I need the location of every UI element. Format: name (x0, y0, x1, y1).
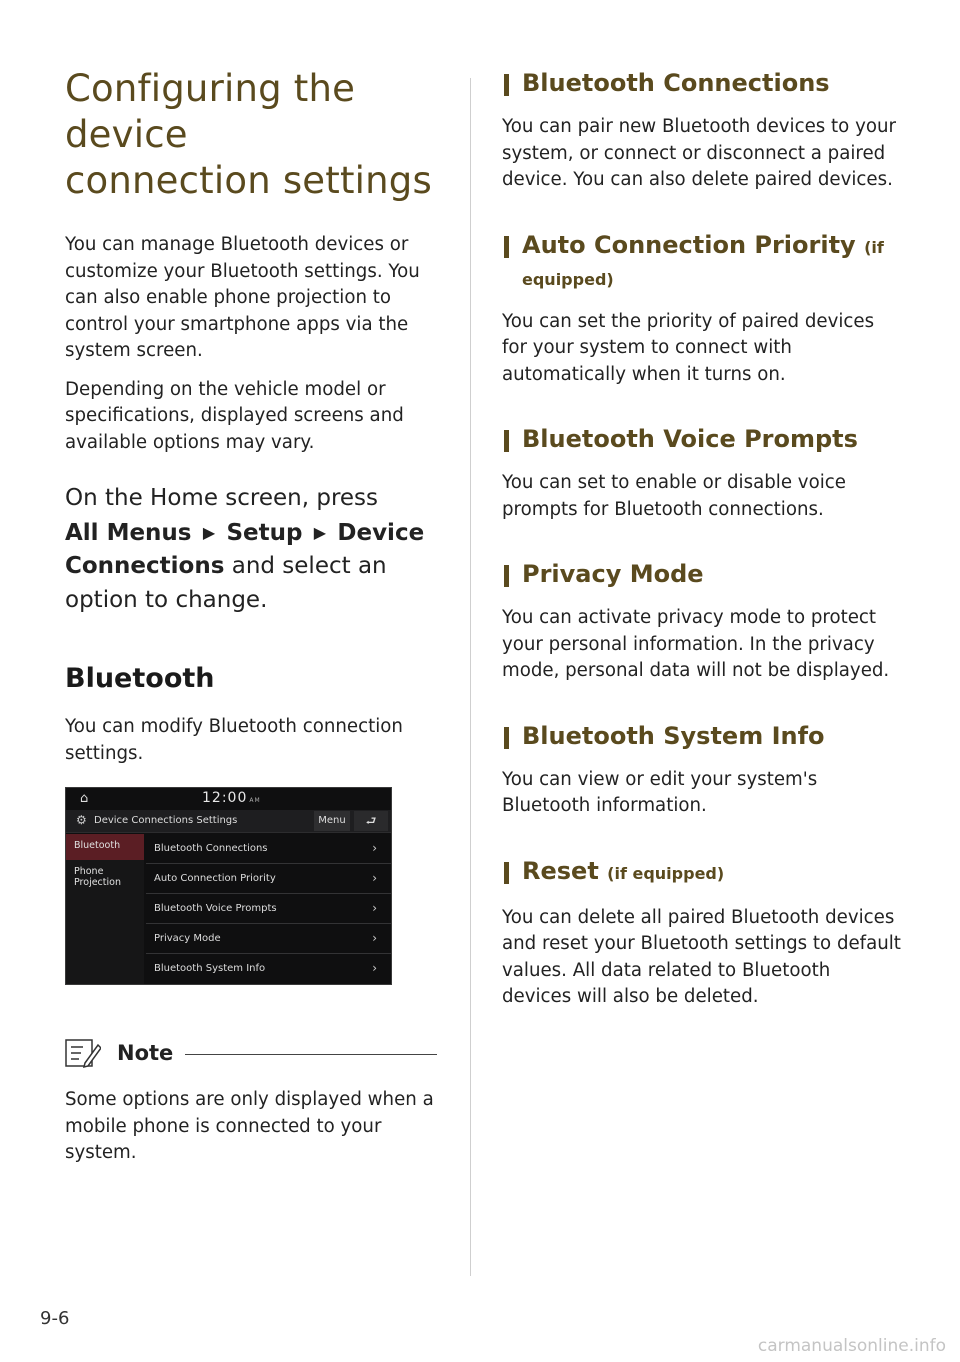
section-marker (504, 862, 509, 884)
section-marker (504, 74, 509, 96)
gear-icon: ⚙ (76, 813, 87, 827)
note-divider (185, 1054, 437, 1055)
bluetooth-heading: Bluetooth (65, 663, 215, 694)
section-marker (504, 727, 509, 749)
section-text: You can set the priority of paired devices for your system to connect with automatically when it turns on. (502, 310, 875, 385)
section-marker (504, 565, 509, 587)
list-item[interactable]: Bluetooth Connections › (146, 834, 391, 864)
section-bluetooth-connections (502, 66, 902, 194)
note-label: Note (117, 1041, 174, 1065)
section-marker (504, 430, 509, 452)
chevron-right-icon: › (372, 841, 377, 855)
section-text: You can view or edit your system's Bluetooth information. (502, 768, 818, 816)
section-title: Bluetooth System Info (522, 721, 825, 750)
sidebar-item-phone-projection[interactable]: Phone Projection (74, 866, 121, 888)
section-bluetooth-system-info (502, 719, 902, 820)
section-title: Bluetooth Connections (522, 69, 830, 97)
screenshot-title-bar (66, 810, 391, 833)
list-item[interactable]: Bluetooth System Info › (146, 954, 391, 983)
arrow-right-icon: ▶ (313, 522, 327, 542)
section-text: You can set to enable or disable voice prompts for Bluetooth connections. (502, 472, 846, 520)
list-item[interactable]: Privacy Mode › (146, 924, 391, 954)
screenshot-sidebar (66, 834, 144, 984)
variance-paragraph: Depending on the vehicle model or specifications, displayed screens and available options may vary. (65, 378, 404, 453)
settings-screenshot (65, 787, 392, 985)
section-qualifier: (if equipped) (607, 863, 725, 883)
section-title: Privacy Mode (522, 560, 704, 588)
chevron-right-icon: › (372, 931, 377, 945)
left-column (65, 66, 445, 1179)
section-bluetooth-voice-prompts (502, 422, 902, 523)
arrow-right-icon: ▶ (202, 522, 216, 542)
section-privacy-mode (502, 557, 902, 685)
section-marker (504, 236, 509, 258)
section-title: Auto Connection Priority (522, 230, 856, 259)
page-number: 9-6 (40, 1308, 70, 1329)
screenshot-status-bar (66, 788, 391, 810)
section-text: You can delete all paired Bluetooth devices and reset your Bluetooth settings to default values. All data related to Bluetooth devices will also be deleted. (502, 906, 901, 1007)
navigation-instruction: On the Home screen, press All Menus ▶ Setup ▶ Device Connections and select an option to change. (65, 485, 425, 613)
chevron-right-icon: › (372, 901, 377, 915)
section-title: Reset (522, 856, 599, 885)
section-qualifier: (if (864, 237, 884, 257)
screenshot-title: Device Connections Settings (94, 815, 238, 826)
section-reset (502, 854, 902, 1011)
menu-step-all-menus: All Menus (65, 519, 192, 546)
clock: 12:00 AM (202, 790, 261, 806)
note-box (65, 1035, 445, 1167)
right-column (502, 66, 902, 1045)
home-icon[interactable]: ⌂ (80, 791, 89, 806)
section-auto-connection-priority (502, 228, 902, 389)
section-text: You can pair new Bluetooth devices to your system, or connect or disconnect a paired device. You can also delete paired devices. (502, 116, 896, 190)
page-title: Configuring the device connection settings (65, 67, 432, 202)
back-icon[interactable]: ⮐ (354, 811, 388, 831)
list-item[interactable]: Auto Connection Priority › (146, 864, 391, 894)
screenshot-settings-list (146, 834, 391, 984)
section-qualifier-continued: equipped) (522, 269, 614, 289)
menu-step-setup: Setup (226, 519, 303, 546)
list-item[interactable]: Bluetooth Voice Prompts › (146, 894, 391, 924)
chevron-right-icon: › (372, 871, 377, 885)
note-text: Some options are only displayed when a mobile phone is connected to your system. (65, 1089, 434, 1163)
menu-button[interactable]: Menu (314, 811, 350, 831)
section-text: You can activate privacy mode to protect your personal information. In the privacy mode, personal data will not be displayed. (502, 607, 890, 681)
sidebar-item-bluetooth[interactable]: Bluetooth (66, 834, 144, 860)
bluetooth-description: You can modify Bluetooth connection settings. (65, 716, 403, 764)
note-pencil-icon (65, 1037, 101, 1069)
intro-paragraph: You can manage Bluetooth devices or customize your Bluetooth settings. You can also enable phone projection to control your smartphone apps via the system screen. (65, 234, 420, 361)
section-title: Bluetooth Voice Prompts (522, 425, 858, 453)
menu-step-device-connections: Device Connections (65, 519, 425, 579)
watermark: carmanualsonline.info (757, 1336, 946, 1356)
chevron-right-icon: › (372, 961, 377, 975)
column-divider (470, 78, 471, 1276)
